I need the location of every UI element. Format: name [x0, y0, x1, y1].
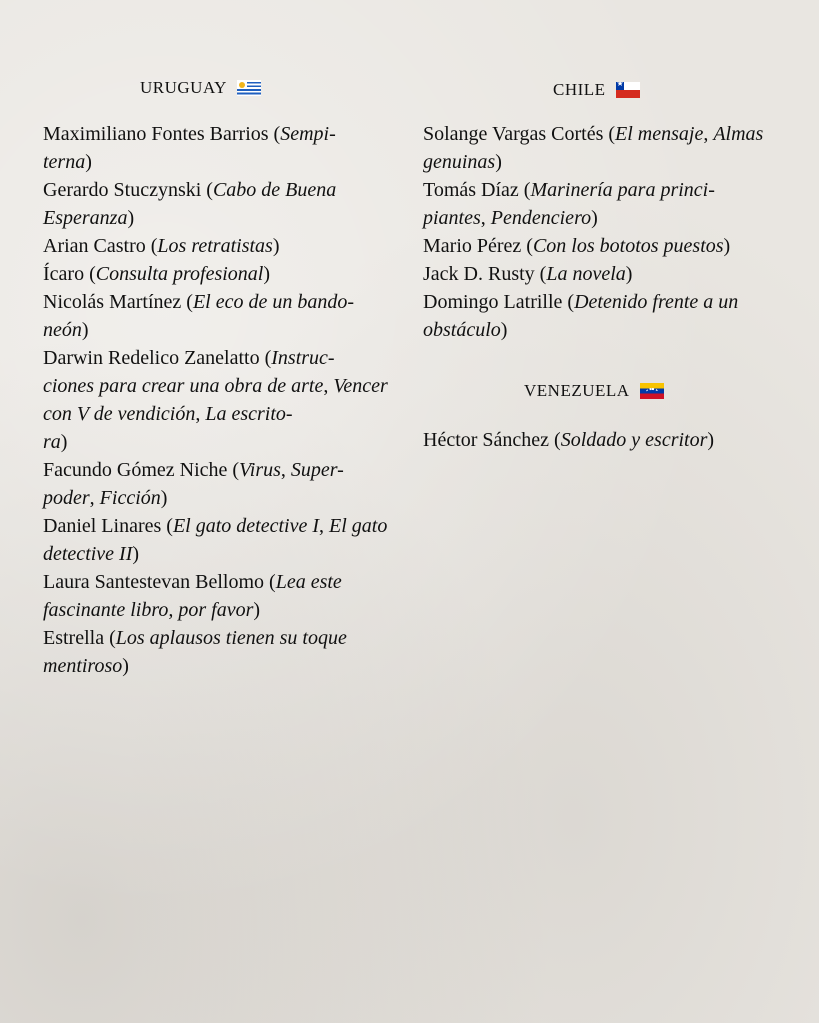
uruguay-heading-label: URUGUAY [140, 78, 227, 97]
work-title: Los retratistas [157, 235, 273, 257]
work-title: Ficción [99, 487, 161, 509]
list-item: Nicolás Martínez (El eco de un bando- neón) [43, 291, 355, 341]
list-item: Héctor Sánchez (Soldado y escritor) [423, 429, 715, 451]
uruguay-entries [43, 120, 388, 680]
author-name: Facundo Gómez Niche ( [43, 459, 240, 481]
author-name: Solange Vargas Cortés ( [423, 123, 616, 145]
venezuela-entries [423, 426, 783, 454]
work-title: La novela [546, 263, 626, 285]
list-item: Solange Vargas Cortés (El mensaje, Almas genuinas) [423, 123, 764, 173]
work-title: Marinería para princi- piantes [423, 179, 715, 229]
list-item: Ícaro (Consulta profesional) [43, 263, 271, 285]
author-name: Tomás Díaz ( [423, 179, 531, 201]
work-title: Virus [239, 459, 281, 481]
list-item: Arian Castro (Los retratistas) [43, 235, 280, 257]
work-title: Almas genuinas [423, 123, 764, 173]
list-item: Darwin Redelico Zanelatto (Instruc- ciones para crear una obra de arte, Vencer con V de vendición, La escrito- ra) [43, 347, 388, 453]
work-title: El gato detective I [172, 515, 319, 537]
uruguay-heading [140, 78, 261, 98]
list-item: Estrella (Los aplausos tienen su toque mentiroso) [43, 627, 347, 677]
author-name: Gerardo Stuczynski ( [43, 179, 213, 201]
work-title: El mensaje [615, 123, 704, 145]
list-item: Tomás Díaz (Marinería para princi- piantes, Pendenciero) [423, 179, 715, 229]
work-title: Los aplausos tienen su toque mentiroso [43, 627, 347, 677]
author-name: Estrella ( [43, 627, 116, 649]
work-title: Con los bototos puestos [532, 235, 724, 257]
author-name: Laura Santestevan Bellomo ( [43, 571, 276, 593]
list-item: Daniel Linares (El gato detective I, El gato detective II) [43, 515, 388, 565]
author-name: Nicolás Martínez ( [43, 291, 193, 313]
list-item: Laura Santestevan Bellomo (Lea este fascinante libro, por favor) [43, 571, 342, 621]
venezuela-flag-icon [640, 383, 664, 399]
venezuela-heading-label: VENEZUELA [524, 381, 630, 400]
author-name: Darwin Redelico Zanelatto ( [43, 347, 272, 369]
author-name: Héctor Sánchez ( [423, 429, 561, 451]
author-name: Maximiliano Fontes Barrios ( [43, 123, 281, 145]
work-title: Detenido frente a un obstáculo [423, 291, 739, 341]
uruguay-flag-icon [237, 80, 261, 96]
author-name: Arian Castro ( [43, 235, 158, 257]
work-title: Consulta profesional [95, 263, 264, 285]
work-title: El gato detective II [43, 515, 388, 565]
work-title: Soldado y escritor [560, 429, 708, 451]
list-item: Maximiliano Fontes Barrios (Sempi- terna) [43, 123, 336, 173]
work-title: Cabo de Buena Esperanza [43, 179, 337, 229]
author-name: Domingo Latrille ( [423, 291, 575, 313]
work-title: Vencer con V de vendición [43, 375, 388, 425]
venezuela-heading [524, 381, 664, 401]
work-title: Sempi- terna [43, 123, 336, 173]
list-item: Mario Pérez (Con los bototos puestos) [423, 235, 731, 257]
author-name: Ícaro ( [43, 263, 96, 285]
author-name: Mario Pérez ( [423, 235, 533, 257]
author-name: Daniel Linares ( [43, 515, 173, 537]
chile-heading-label: CHILE [553, 80, 606, 99]
list-item: Gerardo Stuczynski (Cabo de Buena Esperanza) [43, 179, 337, 229]
work-title: Instruc- ciones para crear una obra de arte [43, 347, 335, 397]
list-item: Domingo Latrille (Detenido frente a un obstáculo) [423, 291, 739, 341]
chile-flag-icon [616, 82, 640, 98]
work-title: La escrito- ra [43, 403, 293, 453]
author-name: Jack D. Rusty ( [423, 263, 547, 285]
work-title: Pendenciero [490, 207, 592, 229]
list-item: Facundo Gómez Niche (Virus, Super- poder, Ficción) [43, 459, 344, 509]
work-title: El eco de un bando- neón [43, 291, 355, 341]
list-item: Jack D. Rusty (La novela) [423, 263, 633, 285]
work-title: Super- poder [43, 459, 344, 509]
chile-entries [423, 120, 783, 344]
chile-heading [553, 80, 640, 100]
work-title: Lea este fascinante libro, por favor [43, 571, 342, 621]
